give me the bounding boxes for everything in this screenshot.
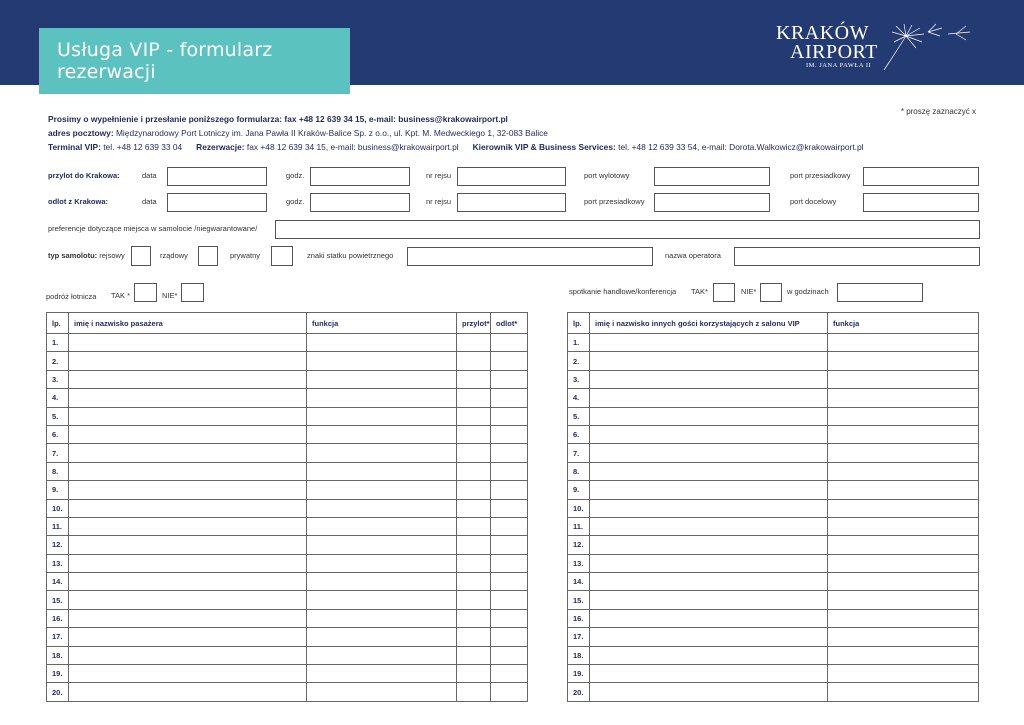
guests-table [567, 312, 979, 702]
row-number: 5. [47, 407, 69, 425]
table-row [568, 352, 979, 370]
table-row [568, 536, 979, 554]
table-cell[interactable] [307, 389, 457, 407]
title-banner [39, 28, 350, 94]
table-cell[interactable] [491, 407, 528, 425]
table-cell[interactable] [457, 481, 491, 499]
operator-label: nazwa operatora [665, 251, 721, 260]
row-number: 12. [47, 536, 69, 554]
table-cell[interactable] [828, 499, 979, 517]
table-cell[interactable] [457, 499, 491, 517]
table-row [568, 646, 979, 664]
table-cell[interactable] [457, 425, 491, 443]
col-passenger-name: imię i nazwisko pasażera [69, 313, 307, 334]
departure-time-label: godz. [286, 197, 305, 206]
reservations-label: Rezerwacje: [196, 142, 245, 152]
row-number: 6. [47, 425, 69, 443]
table-cell[interactable] [491, 554, 528, 572]
table-row [568, 444, 979, 462]
row-number: 3. [568, 370, 590, 388]
row-number: 5. [568, 407, 590, 425]
departure-port2-label: port docelowy [790, 197, 837, 206]
table-cell[interactable] [457, 609, 491, 627]
table-cell[interactable] [307, 407, 457, 425]
aircraft-scheduled-label: rejsowy [99, 251, 125, 260]
address-label: adres pocztowy: [48, 128, 114, 138]
row-number: 16. [47, 609, 69, 627]
table-row [47, 425, 528, 443]
table-cell[interactable] [491, 573, 528, 591]
row-number: 14. [47, 573, 69, 591]
table-cell[interactable] [307, 481, 457, 499]
table-cell[interactable] [307, 665, 457, 683]
table-cell[interactable] [491, 591, 528, 609]
table-cell[interactable] [307, 462, 457, 480]
table-cell[interactable] [491, 665, 528, 683]
table-row [568, 665, 979, 683]
terminal-value: tel. +48 12 639 33 04 [103, 142, 183, 152]
air-travel-no-checkbox[interactable] [181, 283, 204, 302]
table-row [47, 334, 528, 352]
table-row [47, 481, 528, 499]
aircraft-type-label [48, 251, 125, 260]
seat-pref-field[interactable] [275, 220, 980, 239]
row-number: 2. [47, 352, 69, 370]
table-cell[interactable] [828, 481, 979, 499]
table-cell[interactable] [69, 573, 307, 591]
table-cell[interactable] [307, 683, 457, 701]
aircraft-reg-label: znaki statku powietrznego [307, 251, 394, 260]
terminal-label: Terminal VIP: [48, 142, 101, 152]
table-cell[interactable] [828, 444, 979, 462]
row-number: 8. [568, 462, 590, 480]
row-number: 4. [47, 389, 69, 407]
table-cell[interactable] [491, 334, 528, 352]
aircraft-government-checkbox[interactable] [198, 246, 218, 266]
col-guest-name: imię i nazwisko innych gości korzystających z salonu VIP [590, 313, 828, 334]
table-row [568, 481, 979, 499]
table-cell[interactable] [69, 425, 307, 443]
table-cell[interactable] [69, 389, 307, 407]
arrival-time-field[interactable] [310, 167, 410, 186]
table-cell[interactable] [307, 444, 457, 462]
intro-line [48, 114, 508, 124]
table-row [568, 499, 979, 517]
departure-time-field[interactable] [310, 193, 410, 212]
table-row [47, 554, 528, 572]
table-row [47, 665, 528, 683]
departure-label: odlot z Krakowa: [48, 197, 109, 206]
table-cell[interactable] [590, 646, 828, 664]
table-cell[interactable] [590, 591, 828, 609]
table-cell[interactable] [828, 370, 979, 388]
table-row [568, 370, 979, 388]
row-number: 1. [568, 334, 590, 352]
table-cell[interactable] [828, 554, 979, 572]
table-cell[interactable] [491, 499, 528, 517]
aircraft-private-checkbox[interactable] [271, 246, 293, 266]
arrival-port2-field[interactable] [863, 167, 979, 186]
address-line [48, 128, 548, 138]
table-cell[interactable] [307, 646, 457, 664]
table-cell[interactable] [590, 628, 828, 646]
table-cell[interactable] [590, 425, 828, 443]
table-row [568, 591, 979, 609]
table-row [568, 517, 979, 535]
air-travel-yes-checkbox[interactable] [134, 283, 157, 302]
table-cell[interactable] [828, 352, 979, 370]
table-cell[interactable] [69, 554, 307, 572]
row-number: 10. [568, 499, 590, 517]
table-cell[interactable] [307, 536, 457, 554]
table-cell[interactable] [828, 683, 979, 701]
table-cell[interactable] [590, 683, 828, 701]
table-cell[interactable] [457, 389, 491, 407]
airport-logo [776, 22, 976, 74]
meeting-no-label: NIE* [741, 287, 757, 296]
table-cell[interactable] [491, 628, 528, 646]
table-cell[interactable] [457, 407, 491, 425]
row-number: 11. [568, 517, 590, 535]
logo-line-1: KRAKÓW [776, 22, 869, 44]
table-cell[interactable] [828, 573, 979, 591]
table-row [47, 352, 528, 370]
reservations-value: fax +48 12 639 34 15, e-mail: business@krakowairport.pl [246, 142, 459, 152]
row-number: 18. [568, 646, 590, 664]
intro-text: Prosimy o wypełnienie i przesłanie poniższego formularza: fax +48 12 639 34 15, e-mail: business@krakowairport.pl [48, 114, 508, 124]
aircraft-type-title: typ samolotu: [48, 251, 98, 260]
table-cell[interactable] [69, 628, 307, 646]
table-cell[interactable] [307, 425, 457, 443]
table-cell[interactable] [69, 665, 307, 683]
row-number: 9. [47, 481, 69, 499]
row-number: 19. [568, 665, 590, 683]
table-cell[interactable] [828, 389, 979, 407]
table-cell[interactable] [457, 536, 491, 554]
row-number: 19. [47, 665, 69, 683]
table-cell[interactable] [457, 462, 491, 480]
table-row [568, 573, 979, 591]
table-cell[interactable] [491, 462, 528, 480]
table-cell[interactable] [491, 425, 528, 443]
table-cell[interactable] [69, 370, 307, 388]
table-cell[interactable] [828, 334, 979, 352]
table-row [47, 609, 528, 627]
manager-label: Kierownik VIP & Business Services: [472, 142, 616, 152]
table-row [568, 628, 979, 646]
table-cell[interactable] [457, 517, 491, 535]
passengers-header-row [47, 313, 528, 334]
table-cell[interactable] [457, 444, 491, 462]
arrival-flight-field[interactable] [457, 167, 566, 186]
table-cell[interactable] [828, 462, 979, 480]
table-cell[interactable] [307, 352, 457, 370]
meeting-hours-label: w godzinach [787, 287, 829, 296]
col-function: funkcja [828, 313, 979, 334]
row-number: 13. [47, 554, 69, 572]
row-number: 2. [568, 352, 590, 370]
row-number: 15. [568, 591, 590, 609]
table-row [568, 425, 979, 443]
table-cell[interactable] [590, 407, 828, 425]
col-function: funkcja [307, 313, 457, 334]
row-number: 8. [47, 462, 69, 480]
table-cell[interactable] [590, 609, 828, 627]
row-number: 17. [47, 628, 69, 646]
row-number: 15. [47, 591, 69, 609]
table-cell[interactable] [307, 573, 457, 591]
table-row [47, 444, 528, 462]
departure-date-field[interactable] [167, 193, 267, 212]
col-lp: lp. [47, 313, 69, 334]
departure-date-label: data [142, 197, 157, 206]
table-cell[interactable] [491, 352, 528, 370]
table-cell[interactable] [828, 407, 979, 425]
col-lp: lp. [568, 313, 590, 334]
dandelion-icon [876, 22, 976, 72]
departure-port1-label: port przesiadkowy [584, 197, 645, 206]
table-cell[interactable] [457, 370, 491, 388]
table-cell[interactable] [828, 665, 979, 683]
row-number: 6. [568, 425, 590, 443]
logo-line-3: IM. JANA PAWŁA II [806, 62, 872, 69]
table-cell[interactable] [590, 554, 828, 572]
row-number: 9. [568, 481, 590, 499]
table-cell[interactable] [491, 646, 528, 664]
table-cell[interactable] [69, 646, 307, 664]
meeting-yes-checkbox[interactable] [713, 283, 735, 302]
logo-line-2: AIRPORT [790, 41, 878, 63]
table-cell[interactable] [307, 554, 457, 572]
table-cell[interactable] [457, 573, 491, 591]
table-cell[interactable] [69, 352, 307, 370]
table-cell[interactable] [69, 517, 307, 535]
row-number: 20. [47, 683, 69, 701]
table-cell[interactable] [307, 591, 457, 609]
row-number: 11. [47, 517, 69, 535]
departure-flight-field[interactable] [457, 193, 566, 212]
table-row [568, 554, 979, 572]
arrival-date-label: data [142, 171, 157, 180]
table-cell[interactable] [828, 425, 979, 443]
table-cell[interactable] [590, 481, 828, 499]
table-cell[interactable] [69, 407, 307, 425]
table-cell[interactable] [457, 591, 491, 609]
table-cell[interactable] [491, 517, 528, 535]
table-row [47, 517, 528, 535]
arrival-port1-label: port wylotowy [584, 171, 630, 180]
table-cell[interactable] [69, 462, 307, 480]
row-number: 14. [568, 573, 590, 591]
table-row [47, 370, 528, 388]
table-cell[interactable] [69, 683, 307, 701]
table-cell[interactable] [69, 481, 307, 499]
table-cell[interactable] [828, 646, 979, 664]
operator-field[interactable] [734, 247, 980, 266]
table-cell[interactable] [457, 554, 491, 572]
table-cell[interactable] [491, 389, 528, 407]
arrival-flight-label: nr rejsu [426, 171, 452, 180]
col-arrival: przylot* [457, 313, 491, 334]
table-cell[interactable] [491, 683, 528, 701]
table-cell[interactable] [491, 370, 528, 388]
air-travel-no-label: NIE* [162, 291, 178, 300]
arrival-date-field[interactable] [167, 167, 267, 186]
meeting-no-checkbox[interactable] [760, 283, 782, 302]
row-number: 7. [47, 444, 69, 462]
table-cell[interactable] [457, 683, 491, 701]
table-cell[interactable] [307, 628, 457, 646]
table-row [568, 407, 979, 425]
row-number: 16. [568, 609, 590, 627]
col-departure: odlot* [491, 313, 528, 334]
aircraft-private-label: prywatny [230, 251, 261, 260]
table-cell[interactable] [457, 334, 491, 352]
address-value: Międzynarodowy Port Lotniczy im. Jana Pawła II Kraków-Balice Sp. z o.o., ul. Kpt. M. Medweckiego 1, 32-083 Balice [115, 128, 548, 138]
meeting-hours-field[interactable] [837, 283, 923, 302]
page-title: Usługa VIP - formularz rezerwacji [57, 39, 273, 83]
guests-header-row [568, 313, 979, 334]
aircraft-scheduled-checkbox[interactable] [131, 246, 151, 266]
row-number: 4. [568, 389, 590, 407]
table-cell[interactable] [491, 609, 528, 627]
passengers-table [46, 312, 528, 702]
table-row [47, 573, 528, 591]
table-cell[interactable] [590, 334, 828, 352]
table-cell[interactable] [590, 352, 828, 370]
table-cell[interactable] [307, 609, 457, 627]
row-number: 12. [568, 536, 590, 554]
table-cell[interactable] [590, 573, 828, 591]
departure-port1-field[interactable] [654, 193, 770, 212]
table-row [568, 609, 979, 627]
arrival-port1-field[interactable] [654, 167, 770, 186]
mark-note: * proszę zaznaczyć x [900, 107, 976, 116]
table-cell[interactable] [828, 536, 979, 554]
row-number: 3. [47, 370, 69, 388]
arrival-label: przylot do Krakowa: [48, 171, 120, 180]
table-row [568, 462, 979, 480]
table-cell[interactable] [828, 628, 979, 646]
table-row [47, 462, 528, 480]
table-row [47, 407, 528, 425]
air-travel-yes-label: TAK * [111, 291, 131, 300]
table-cell[interactable] [590, 444, 828, 462]
table-cell[interactable] [69, 444, 307, 462]
air-travel-label: podróż łotnicza [46, 292, 97, 301]
seat-pref-label: preferencje dotyczące miejsca w samolocie /niegwarantowane/ [48, 224, 258, 233]
table-cell[interactable] [69, 609, 307, 627]
row-number: 10. [47, 499, 69, 517]
meeting-label: spotkanie handlowe/konferencja [569, 287, 677, 296]
table-cell[interactable] [457, 646, 491, 664]
table-cell[interactable] [69, 591, 307, 609]
row-number: 13. [568, 554, 590, 572]
table-row [568, 389, 979, 407]
table-cell[interactable] [307, 499, 457, 517]
table-row [47, 646, 528, 664]
table-row [47, 536, 528, 554]
table-cell[interactable] [590, 389, 828, 407]
table-cell[interactable] [491, 444, 528, 462]
arrival-port2-label: port przesiadkowy [790, 171, 851, 180]
table-cell[interactable] [69, 536, 307, 554]
table-row [47, 683, 528, 701]
row-number: 20. [568, 683, 590, 701]
table-row [568, 683, 979, 701]
table-cell[interactable] [457, 665, 491, 683]
table-cell[interactable] [307, 517, 457, 535]
table-cell[interactable] [828, 591, 979, 609]
table-cell[interactable] [590, 370, 828, 388]
table-row [568, 334, 979, 352]
table-cell[interactable] [457, 628, 491, 646]
table-cell[interactable] [590, 536, 828, 554]
aircraft-reg-field[interactable] [407, 247, 653, 266]
table-cell[interactable] [590, 517, 828, 535]
table-cell[interactable] [491, 481, 528, 499]
table-cell[interactable] [828, 517, 979, 535]
departure-port2-field[interactable] [863, 193, 979, 212]
departure-flight-label: nr rejsu [426, 197, 452, 206]
row-number: 17. [568, 628, 590, 646]
table-cell[interactable] [457, 352, 491, 370]
table-row [47, 591, 528, 609]
table-cell[interactable] [69, 499, 307, 517]
meeting-yes-label: TAK* [691, 287, 708, 296]
aircraft-government-label: rządowy [160, 251, 188, 260]
table-cell[interactable] [307, 334, 457, 352]
table-cell[interactable] [590, 665, 828, 683]
table-cell[interactable] [491, 536, 528, 554]
row-number: 7. [568, 444, 590, 462]
table-row [47, 499, 528, 517]
table-cell[interactable] [828, 609, 979, 627]
table-cell[interactable] [590, 462, 828, 480]
row-number: 1. [47, 334, 69, 352]
row-number: 18. [47, 646, 69, 664]
arrival-time-label: godz. [286, 171, 305, 180]
contact-line [48, 142, 864, 152]
table-row [47, 628, 528, 646]
table-cell[interactable] [69, 334, 307, 352]
manager-value: tel. +48 12 639 33 54, e-mail: Dorota.Walkowicz@krakowairport.pl [618, 142, 864, 152]
table-row [47, 389, 528, 407]
table-cell[interactable] [307, 370, 457, 388]
table-cell[interactable] [590, 499, 828, 517]
